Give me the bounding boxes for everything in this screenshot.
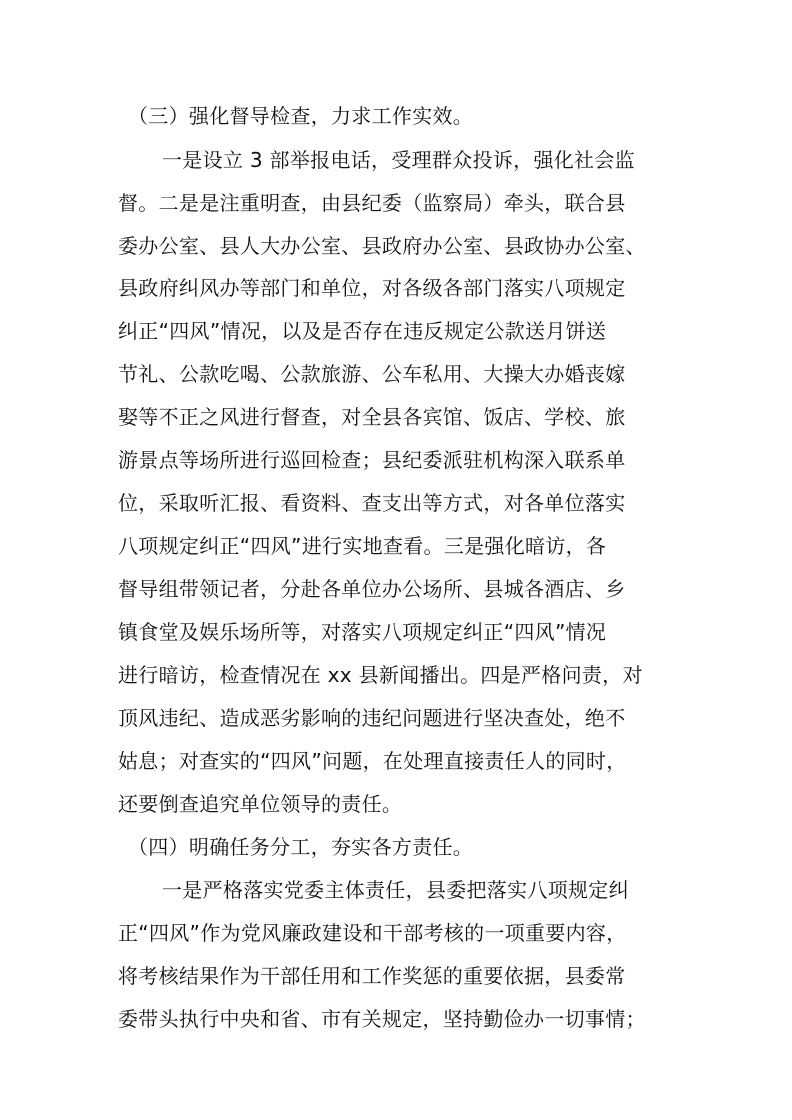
section-4-line: 委带头执行中央和省、市有关规定，坚持勤俭办一切事情；	[118, 1007, 646, 1031]
section-3-line: 节礼、公款吃喝、公款旅游、公车私用、大操大办婚丧嫁	[118, 362, 626, 386]
section-3-line: 还要倒查追究单位领导的责任。	[118, 792, 403, 816]
section-3-line: 纠正“四风”情况，以及是否存在违反规定公款送月饼送	[118, 319, 607, 343]
section-3-heading: （三）强化督导检查，力求工作实效。	[128, 104, 474, 128]
section-4-heading: （四）明确任务分工，夯实各方责任。	[128, 835, 474, 859]
section-4-line: 将考核结果作为干部任用和工作奖惩的重要依据，县委常	[118, 964, 626, 988]
section-3-line: 督。二是是注重明查，由县纪委（监察局）牵头，联合县	[118, 191, 626, 215]
section-3-line: 游景点等场所进行巡回检查；县纪委派驻机构深入联系单	[118, 448, 626, 472]
section-4-line: 一是严格落实党委主体责任，县委把落实八项规定纠	[162, 878, 629, 902]
section-3-line: 顶风违纪、造成恶劣影响的违纪问题进行坚决查处，绝不	[118, 706, 626, 730]
section-3-line: 娶等不正之风进行督查，对全县各宾馆、饭店、学校、旅	[118, 405, 626, 429]
section-3-line: 镇食堂及娱乐场所等，对落实八项规定纠正“四风”情况	[118, 620, 607, 644]
section-3-line: 进行暗访，检查情况在 xx 县新闻播出。四是严格问责，对	[118, 663, 643, 687]
section-3-line: 姑息；对查实的“四风”问题，在处理直接责任人的同时，	[118, 749, 627, 773]
section-4-line: 正“四风”作为党风廉政建设和干部考核的一项重要内容，	[118, 921, 627, 945]
section-3-line: 一是设立 3 部举报电话，受理群众投诉，强化社会监	[162, 148, 635, 172]
section-3-line: 委办公室、县人大办公室、县政府办公室、县政协办公室、	[118, 234, 646, 258]
section-3-line: 督导组带领记者，分赴各单位办公场所、县城各酒店、乡	[118, 577, 626, 601]
section-3-line: 八项规定纠正“四风”进行实地查看。三是强化暗访，各	[118, 534, 607, 558]
section-3-line: 位，采取听汇报、看资料、查支出等方式，对各单位落实	[118, 491, 626, 515]
section-3-line: 县政府纠风办等部门和单位，对各级各部门落实八项规定	[118, 276, 626, 300]
